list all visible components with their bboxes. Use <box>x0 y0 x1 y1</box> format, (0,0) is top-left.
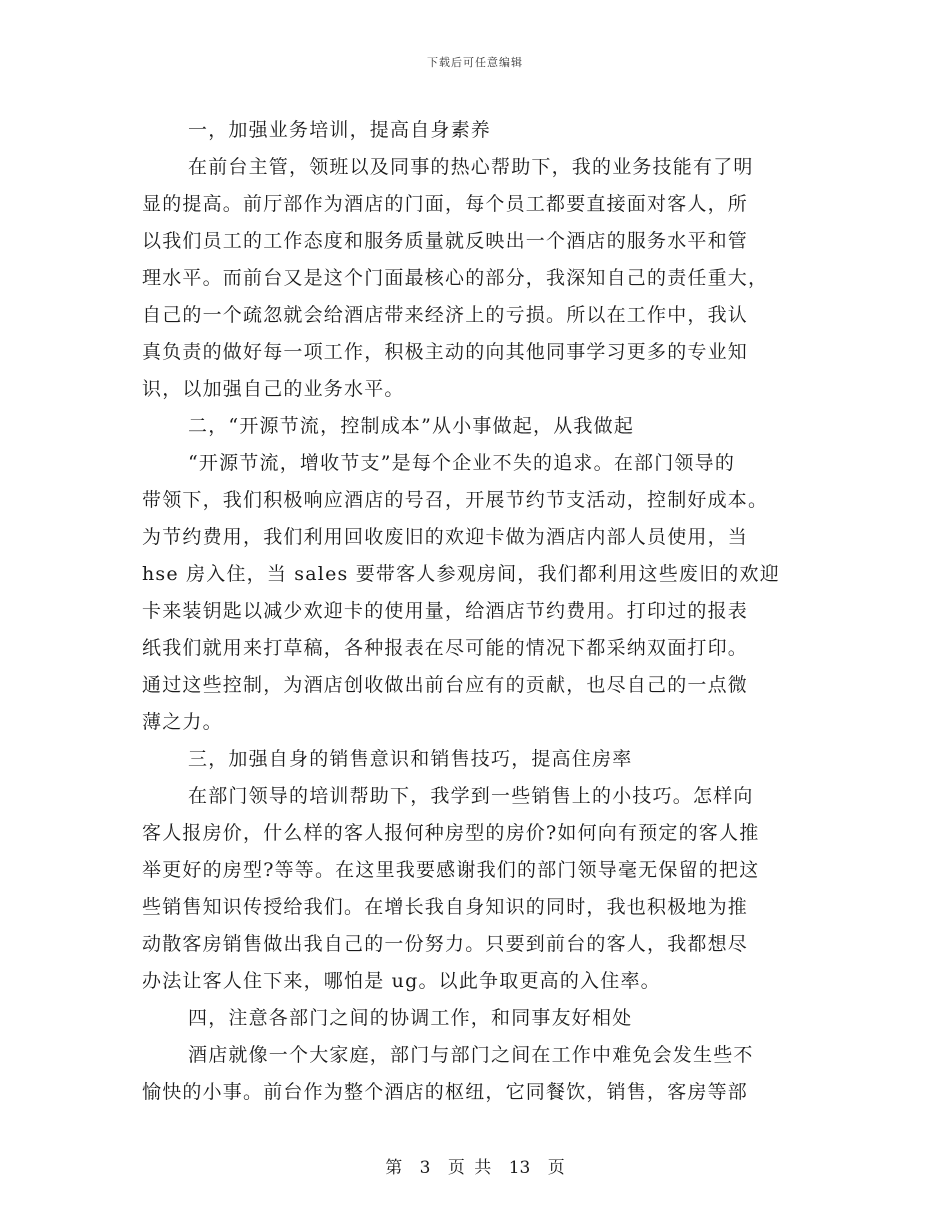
page-footer <box>0 1153 950 1178</box>
text-line: 纸我们就用来打草稿，各种报表在尽可能的情况下都采纳双面打印。 <box>142 637 749 659</box>
text-line: hse 房入住，当 sales 要带客人参观房间，我们都利用这些废旧的欢迎 <box>142 563 780 585</box>
text-line: 酒店就像一个大家庭，部门与部门之间在工作中难免会发生些不 <box>188 1044 754 1066</box>
text-line: 三，加强自身的销售意识和销售技巧，提高住房率 <box>188 748 633 770</box>
text-line: 识，以加强自己的业务水平。 <box>142 378 405 400</box>
text-line: “开源节流，增收节支”是每个企业不失的追求。在部门领导的 <box>188 452 736 474</box>
text-line: 二，“开源节流，控制成本”从小事做起，从我做起 <box>188 415 635 437</box>
text-line: 为节约费用，我们利用回收废旧的欢迎卡做为酒店内部人员使用，当 <box>142 526 749 548</box>
text-line: 真负责的做好每一项工作，积极主动的向其他同事学习更多的专业知 <box>142 341 749 363</box>
text-line: 卡来装钥匙以减少欢迎卡的使用量，给酒店节约费用。打印过的报表 <box>142 600 749 622</box>
text-line: 通过这些控制，为酒店创收做出前台应有的贡献，也尽自己的一点微 <box>142 674 749 696</box>
document-body <box>142 112 807 1111</box>
page-header: 下载后可任意编辑 <box>427 56 523 69</box>
text-line: 愉快的小事。前台作为整个酒店的枢纽，它同餐饮，销售，客房等部 <box>142 1081 749 1103</box>
text-line: 自己的一个疏忽就会给酒店带来经济上的亏损。所以在工作中，我认 <box>142 304 749 326</box>
text-line: 举更好的房型?等等。在这里我要感谢我们的部门领导毫无保留的把这 <box>142 859 760 881</box>
text-line: 带领下，我们积极响应酒店的号召，开展节约节支活动，控制好成本。 <box>142 489 769 511</box>
footer-total-pages: 13 <box>508 1158 531 1178</box>
text-line: 以我们员工的工作态度和服务质量就反映出一个酒店的服务水平和管 <box>142 230 749 252</box>
text-line: 在前台主管，领班以及同事的热心帮助下，我的业务技能有了明 <box>188 156 754 178</box>
text-line: 客人报房价，什么样的客人报何种房型的房价?如何向有预定的客人推 <box>142 822 760 844</box>
text-line: 办法让客人住下来，哪怕是 ug。以此争取更高的入住率。 <box>142 970 661 992</box>
footer-prefix: 第 <box>385 1158 403 1178</box>
text-line: 些销售知识传授给我们。在增长我自身知识的同时，我也积极地为推 <box>142 896 749 918</box>
text-line: 理水平。而前台又是这个门面最核心的部分，我深知自己的责任重大， <box>142 267 769 289</box>
footer-middle: 页 共 <box>447 1158 492 1178</box>
text-line: 薄之力。 <box>142 711 223 733</box>
text-line: 一，加强业务培训，提高自身素养 <box>188 119 492 141</box>
text-line: 四，注意各部门之间的协调工作，和同事友好相处 <box>188 1007 633 1029</box>
text-line: 动散客房销售做出我自己的一份努力。只要到前台的客人，我都想尽 <box>142 933 749 955</box>
text-line: 显的提高。前厅部作为酒店的门面，每个员工都要直接面对客人，所 <box>142 193 749 215</box>
footer-current-page: 3 <box>419 1158 431 1178</box>
text-line: 在部门领导的培训帮助下，我学到一些销售上的小技巧。怎样向 <box>188 785 754 807</box>
footer-suffix: 页 <box>547 1158 565 1178</box>
